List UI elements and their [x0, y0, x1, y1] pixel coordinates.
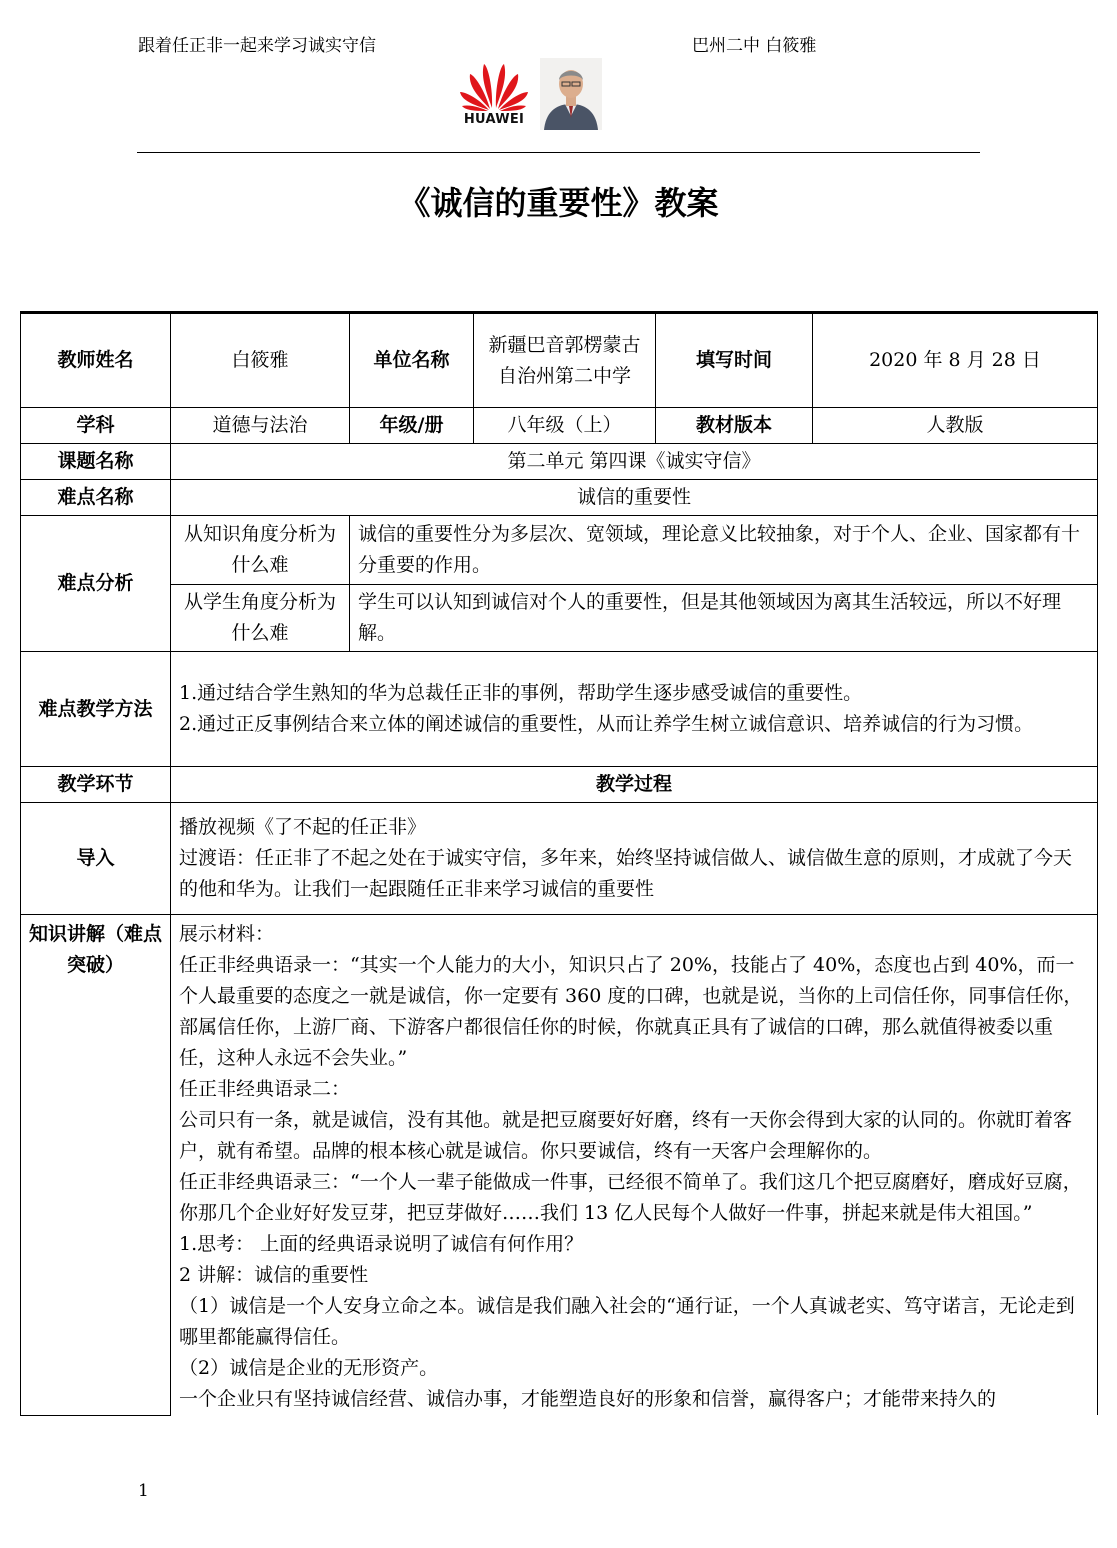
- method-cell: [171, 652, 1098, 767]
- intro-cell: [171, 803, 1098, 915]
- page-number: 1: [138, 1481, 149, 1501]
- subject-label: 学科: [21, 408, 171, 444]
- header-divider: [137, 152, 980, 153]
- knowledge-para: 公司只有一条，就是诚信，没有其他。就是把豆腐要好好磨，终有一天你会得到大家的认同的。你就盯着客户，就有希望。品牌的根本核心就是诚信。你只要诚信，终有一天客户会理解你的。: [179, 1109, 1073, 1162]
- knowledge-para: 2 讲解：诚信的重要性: [179, 1264, 369, 1286]
- analysis-student-label: 从学生角度分析为什么难: [171, 585, 350, 652]
- stage-label: 教学环节: [21, 767, 171, 803]
- analysis-label: 难点分析: [21, 516, 171, 652]
- knowledge-cell: [171, 915, 1098, 1416]
- date-value: 2020 年 8 月 28 日: [813, 313, 1098, 408]
- page-title: 《诚信的重要性》教案: [398, 184, 719, 222]
- intro-text-2: 过渡语：任正非了不起之处在于诚实守信，多年来，始终坚持诚信做人、诚信做生意的原则，才成就了今天的他和华为。让我们一起跟随任正非来学习诚信的重要性: [179, 847, 1073, 900]
- analysis-knowledge-text: 诚信的重要性分为多层次、宽领域，理论意义比较抽象，对于个人、企业、国家都有十分重要的作用。: [350, 516, 1098, 585]
- knowledge-para: （2）诚信是企业的无形资产。: [179, 1357, 439, 1379]
- table-row: [21, 652, 1098, 767]
- method-item-2: 2.通过正反事例结合来立体的阐述诚信的重要性，从而让养学生树立诚信意识、培养诚信的行为习惯。: [179, 713, 1034, 735]
- huawei-petals-icon: [458, 58, 530, 112]
- analysis-knowledge-label: 从知识角度分析为什么难: [171, 516, 350, 585]
- unit-value: 新疆巴音郭楞蒙古自治州第二中学: [474, 313, 656, 408]
- edition-value: 人教版: [813, 408, 1098, 444]
- process-label: 教学过程: [171, 767, 1098, 803]
- difficulty-label: 难点名称: [21, 480, 171, 516]
- teacher-value: 白筱雅: [171, 313, 350, 408]
- header-left-text: 跟着任正非一起来学习诚实守信: [138, 36, 376, 56]
- grade-label: 年级/册: [350, 408, 474, 444]
- topic-value: 第二单元 第四课《诚实守信》: [171, 444, 1098, 480]
- difficulty-value: 诚信的重要性: [171, 480, 1098, 516]
- huawei-logo: [458, 58, 530, 130]
- intro-label: 导入: [21, 803, 171, 915]
- knowledge-para: 1.思考： 上面的经典语录说明了诚信有何作用？: [179, 1233, 584, 1255]
- date-label: 填写时间: [656, 313, 813, 408]
- unit-label: 单位名称: [350, 313, 474, 408]
- table-row: [21, 408, 1098, 444]
- knowledge-para: 任正非经典语录一：“其实一个人能力的大小，知识只占了 20%，技能占了 40%，态度也占到 40%，而一个人最重要的态度之一就是诚信，你一定要有 360 度的口碑，也就是说，当你的上司信任你，同事信任你，部属信任你，上游厂商、下游客户都很信任你的时候，你就真正具有了诚信的口碑，那么就值得被委以重任，这种人永远不会失业。”: [179, 954, 1083, 1069]
- topic-label: 课题名称: [21, 444, 171, 480]
- huawei-logo-text: HUAWEI: [463, 112, 525, 127]
- intro-text-1: 播放视频《了不起的任正非》: [179, 816, 427, 838]
- edition-label: 教材版本: [656, 408, 813, 444]
- method-item-1: 1.通过结合学生熟知的华为总裁任正非的事例，帮助学生逐步感受诚信的重要性。: [179, 682, 863, 704]
- header-right-text: 巴州二中 白筱雅: [692, 36, 817, 56]
- lesson-plan-table: [20, 311, 1098, 1416]
- method-label: 难点教学方法: [21, 652, 171, 767]
- table-row: [21, 585, 1098, 652]
- subject-value: 道德与法治: [171, 408, 350, 444]
- analysis-student-text: 学生可以认知到诚信对个人的重要性，但是其他领域因为离其生活较远，所以不好理解。: [350, 585, 1098, 652]
- knowledge-para: 任正非经典语录三：“一个人一辈子能做成一件事，已经很不简单了。我们这几个把豆腐磨好，磨成好豆腐，你那几个企业好好发豆芽，把豆芽做好……我们 13 亿人民每个人做好一件事，拼起来就是伟大祖国。”: [179, 1171, 1082, 1224]
- knowledge-para: （1）诚信是一个人安身立命之本。诚信是我们融入社会的“通行证，一个人真诚老实、笃守诺言，无论走到哪里都能赢得信任。: [179, 1295, 1075, 1348]
- person-photo: [540, 58, 602, 130]
- table-row: [21, 803, 1098, 915]
- table-row: [21, 516, 1098, 585]
- table-row: [21, 915, 1098, 1416]
- knowledge-para: 任正非经典语录二：: [179, 1078, 351, 1100]
- table-row: [21, 444, 1098, 480]
- grade-value: 八年级（上）: [474, 408, 656, 444]
- knowledge-para: 展示材料：: [179, 923, 275, 945]
- table-row: [21, 313, 1098, 408]
- table-row: [21, 480, 1098, 516]
- knowledge-para: 一个企业只有坚持诚信经营、诚信办事，才能塑造良好的形象和信誉，赢得客户；才能带来持久的: [179, 1388, 997, 1410]
- teacher-label: 教师姓名: [21, 313, 171, 408]
- knowledge-label: 知识讲解（难点突破）: [21, 915, 171, 1416]
- table-row: [21, 767, 1098, 803]
